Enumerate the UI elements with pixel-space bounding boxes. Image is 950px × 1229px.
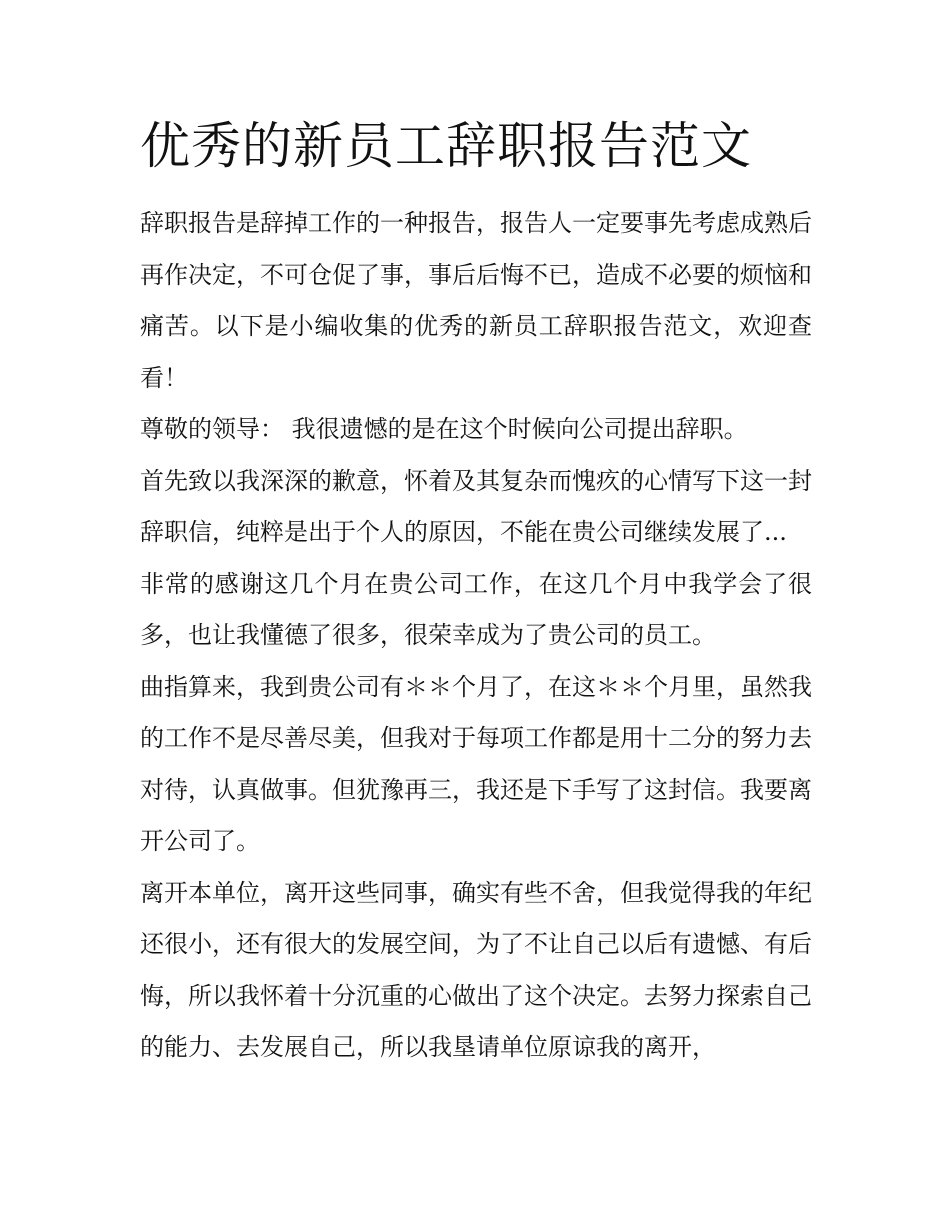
paragraph-salutation: 尊敬的领导： 我很遗憾的是在这个时候向公司提出辞职。 xyxy=(140,415,748,443)
paragraph-tenure: 曲指算来，我到贵公司有＊＊个月了，在这＊＊个月里，虽然我的工作不是尽善尽美，但我对于每项工作都是用十二分的努力去对待，认真做事。但犹豫再三，我还是下手写了这封信。我要离开公司了。 xyxy=(140,672,812,855)
paragraph-thanks: 非常的感谢这几个月在贵公司工作，在这几个月中我学会了很多，也让我懂德了很多，很荣幸成为了贵公司的员工。 xyxy=(140,569,812,649)
paragraph-reason: 离开本单位，离开这些同事，确实有些不舍，但我觉得我的年纪还很小，还有很大的发展空间，为了不让自己以后有遗憾、有后悔，所以我怀着十分沉重的心做出了这个决定。去努力探索自己的能力、去发展自己，所以我垦请单位原谅我的离开， xyxy=(140,878,812,1061)
document-page xyxy=(140,112,812,1074)
paragraph-intro: 辞职报告是辞掉工作的一种报告，报告人一定要事先考虑成熟后再作决定，不可仓促了事，事后后悔不已，造成不必要的烦恼和痛苦。以下是小编收集的优秀的新员工辞职报告范文，欢迎查看！ xyxy=(140,209,812,392)
document-title: 优秀的新员工辞职报告范文 xyxy=(140,117,752,175)
paragraph-apology: 首先致以我深深的歉意，怀着及其复杂而愧疚的心情写下这一封辞职信，纯粹是出于个人的原因，不能在贵公司继续发展了... xyxy=(140,466,812,546)
